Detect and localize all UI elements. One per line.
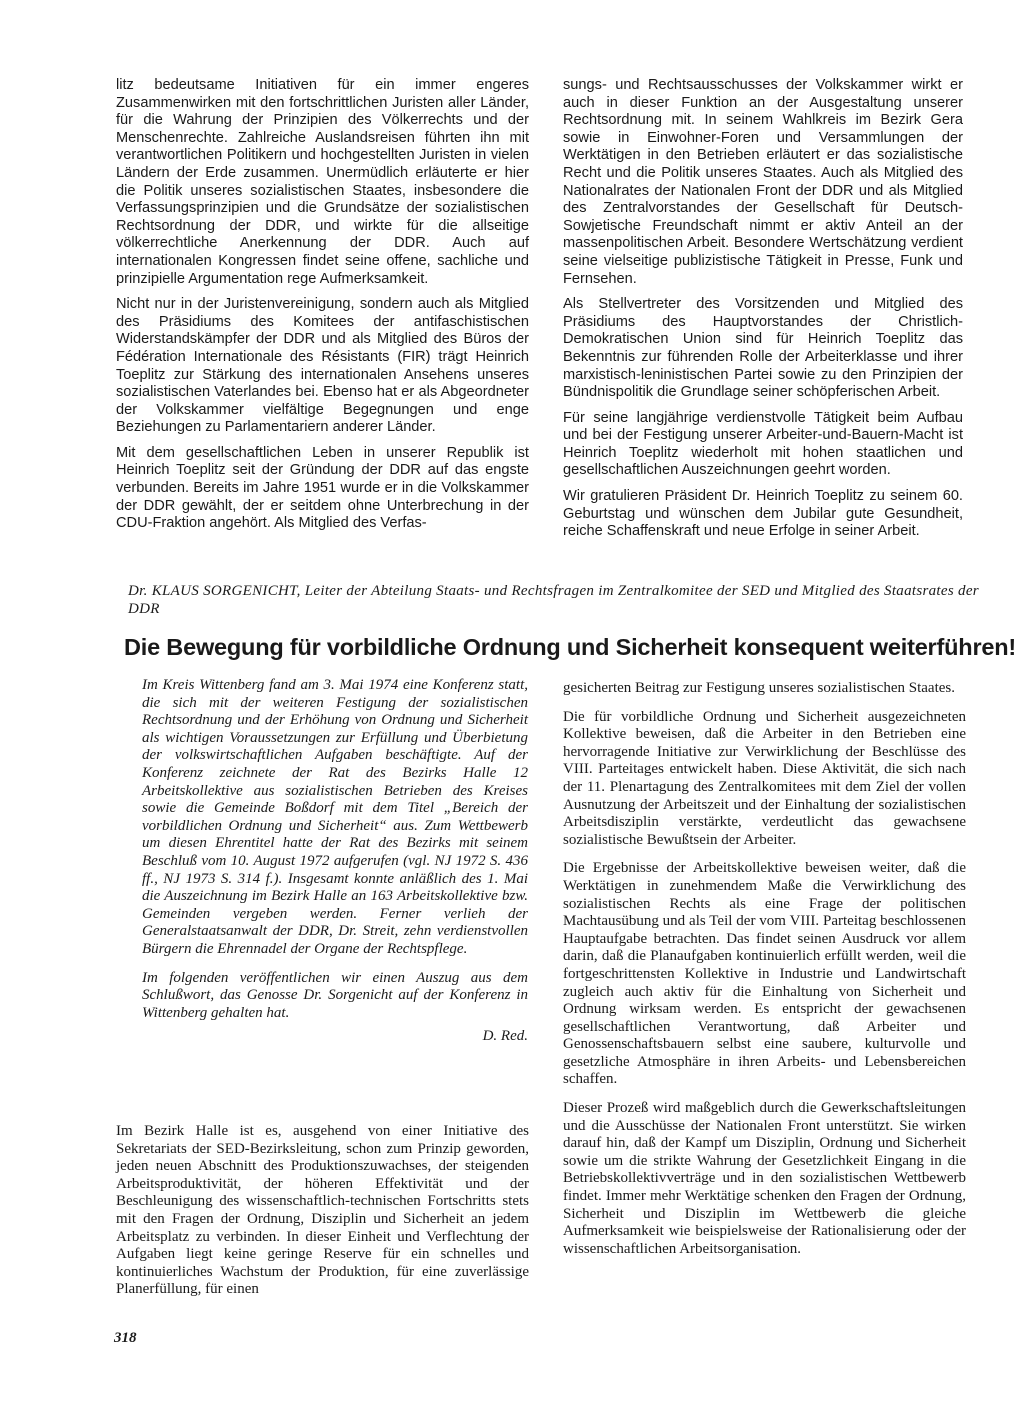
paragraph: gesicherten Beitrag zur Festigung unseres sozialistischen Staates. [563, 680, 955, 696]
paragraph: Nicht nur in der Juristenvereinigung, sondern auch als Mitglied des Präsidiums des Komitees der antifaschistischen Widerstandskämpfer der DDR und als Mitglied des Büros der Fédération Internationale des Résistants (FIR) trägt Heinrich Toeplitz zur Stärkung des internationalen Ansehens unseres sozialistischen Vaterlandes bei. Ebenso hat er als Abgeordneter der Volkskammer vielfältige Begegnungen und enge Beziehungen zu Parlamentariern anderer Länder. [116, 296, 529, 436]
author-byline: Dr. KLAUS SORGENICHT, Leiter der Abteilung Staats- und Rechtsfragen im Zentralkomitee der SED und Mitglied des Staatsrates der DDR [128, 583, 979, 617]
intro-paragraph: Im Kreis Wittenberg fand am 3. Mai 1974 eine Konferenz statt, die sich mit der weiteren Festigung der sozialistischen Rechtsordnung und der Erhöhung von Ordnung und Sicherheit als wichtigen Voraussetzungen zur Erfüllung und Überbietung der volkswirtschaftlichen Aufgaben beschäftigte. Auf der Konferenz zeichnete der Rat des Bezirks Halle 12 Arbeitskollektive aus sozialistischen Betrieben des Kreises sowie die Gemeinde Boßdorf mit dem Titel „Bereich der vorbildlichen Ordnung und Sicherheit“ aus. Zum Wettbewerb um diesen Ehrentitel hatte der Rat des Bezirks mit seinem Beschluß vom 10. August 1972 aufgerufen (vgl. NJ 1972 S. 436 ff., NJ 1973 S. 314 f.). Insgesamt konnte anläßlich des 1. Mai die Auszeichnung im Bezirk Halle an 163 Arbeitskollektive bzw. Gemeinden vergeben werden. Ferner verlieh der Generalstaatsanwalt der DDR, Dr. Streit, zehn verdienstvollen Bürgern die Ehrennadel der Organe der Rechtspflege. [142, 677, 528, 957]
paragraph: Als Stellvertreter des Vorsitzenden und Mitglied des Präsidiums des Hauptvorstandes der Christlich-Demokratischen Union sind für Heinrich Toeplitz das Bekenntnis zur führenden Rolle der Arbeiterklasse und ihrer marxistisch-leninistischen Partei sowie zu den Prinzipien der Bündnispolitik die Grundlage seiner schöpferischen Arbeit. [563, 296, 963, 401]
intro-paragraph: Im folgenden veröffentlichen wir einen Auszug aus dem Schlußwort, das Genosse Dr. Sorgenicht auf der Konferenz in Wittenberg gehalten hat. [142, 969, 528, 1021]
page-number: 318 [114, 1330, 137, 1346]
paragraph: litz bedeutsame Initiativen für ein immer engeres Zusammenwirken mit den fortschrittlichen Juristen aller Länder, für die Wahrung der Prinzipien des Völkerrechts und der Menschenrechte. Zahlreiche Auslandsreisen führten ihn mit verantwortlichen Politikern und hochgestellten Juristen in vielen Ländern der Erde zusammen. Unermüdlich erläuterte er hier die Politik unseres sozialistischen Staates, insbesondere die Verfassungsprinzipien und die Grundsätze der sozialistischen Rechtsordnung der DDR, und wirkte für die allseitige völkerrechtliche Anerkennung der DDR. Auch auf internationalen Kongressen findet seine offene, sachliche und prinzipielle Argumentation rege Aufmerksamkeit. [116, 77, 529, 287]
body-left-column [116, 1123, 529, 1299]
paragraph: Die Ergebnisse der Arbeitskollektive beweisen weiter, daß die Werktätigen in zunehmendem Maße die Verwirklichung des sozialistischen Rechts als eine Frage der politischen Machtausübung und als Teil der vom VIII. Parteitag beschlossenen Hauptaufgabe betrachten. Das findet seinen Ausdruck vor allem darin, daß die Planaufgaben kontinuierlich erfüllt werden, weil die fortgeschrittensten Kollektive in Industrie und Landwirtschaft zugleich auch aktiv für die Einhaltung von Sicherheit und Ordnung wirksam werden. Es entspricht der gewachsenen gesellschaftlichen Verantwortung, daß Arbeiter und Genossenschaftsbauern selbst eine saubere, kulturvolle und gesetzliche Atmosphäre in ihren Arbeits- und Lebensbereichen schaffen. [563, 860, 966, 1088]
body-right-column [563, 680, 966, 1258]
paragraph: Mit dem gesellschaftlichen Leben in unserer Republik ist Heinrich Toeplitz seit der Gründung der DDR auf das engste verbunden. Bereits im Jahre 1951 wurde er in die Volkskammer der DDR gewählt, der er seitdem ohne Unterbrechung in der CDU-Fraktion angehört. Als Mitglied des Verfas- [116, 444, 529, 532]
top-left-column [116, 77, 529, 533]
article-intro [142, 677, 528, 1046]
article-headline: Die Bewegung für vorbildliche Ordnung und Sicherheit konsequent weiterführen! [124, 634, 1017, 660]
editorial-signature: D. Red. [482, 1028, 528, 1045]
paragraph: Die für vorbildliche Ordnung und Sicherheit ausgezeichneten Kollektive beweisen, daß die Arbeiter in den Betrieben eine hervorragende Initiative zur Verwirklichung der Beschlüsse des VIII. Parteitages entwickelt haben. Diese Aktivität, die sich nach der 11. Plenartagung des Zentralkomitees mit dem Ziel der vollen Ausnutzung der Arbeitszeit und der Einhaltung der sozialistischen Arbeitsdisziplin verstärkte, verdeutlicht das gewachsene sozialistische Bewußtsein der Arbeiter. [563, 708, 966, 848]
paragraph: Wir gratulieren Präsident Dr. Heinrich Toeplitz zu seinem 60. Geburtstag und wünschen dem Jubilar gute Gesundheit, reiche Schaffenskraft und neue Erfolge in seiner Arbeit. [563, 488, 963, 540]
paragraph: Dieser Prozeß wird maßgeblich durch die Gewerkschaftsleitungen und die Ausschüsse der Nationalen Front unterstützt. Sie wirken darauf hin, daß der Kampf um Disziplin, Ordnung und Sicherheit sowie um die strikte Wahrung der Gesetzlichkeit Eingang in die Betriebskollektivverträge und in den sozialistischen Wettbewerb findet. Immer mehr Werktätige schenken den Fragen der Ordnung, Sicherheit und Disziplin im Wettbewerb die gleiche Aufmerksamkeit wie beispielsweise der Rationalisierung oder der wissenschaftlichen Arbeitsorganisation. [563, 1100, 966, 1257]
paragraph: sungs- und Rechtsausschusses der Volkskammer wirkt er auch in dieser Funktion an der Ausgestaltung unserer Rechtsordnung mit. In seinem Wahlkreis im Bezirk Gera sowie in Einwohner-Foren und Versammlungen der Werktätigen in den Betrieben erläutert er das sozialistische Recht und die Politik unseres Staates. Auch als Mitglied des Nationalrates der Nationalen Front der DDR und als Mitglied des Zentralvorstandes der Gesellschaft für Deutsch-Sowjetische Freundschaft nimmt er aktiv Anteil an der massenpolitischen Arbeit. Besondere Wertschätzung verdient seine vielseitige publizistische Tätigkeit in Presse, Funk und Fernsehen. [563, 77, 963, 287]
paragraph: Im Bezirk Halle ist es, ausgehend von einer Initiative des Sekretariats der SED-Bezirksleitung, schon zum Prinzip geworden, jeden neuen Abschnitt des Produktionszuwachses, der steigenden Arbeitsproduktivität, der höheren Effektivität und der Beschleunigung des wissenschaftlich-technischen Fortschritts stets mit den Fragen der Ordnung, Disziplin und Sicherheit an jedem Arbeitsplatz zu verbinden. In dieser Einheit und Verflechtung der Aufgaben liegt keine geringe Reserve für ein schnelles und kontinuierliches Wachstum der Produktion, für eine zuverlässige Planerfüllung, für einen [116, 1123, 529, 1298]
top-right-column [563, 77, 963, 541]
paragraph: Für seine langjährige verdienstvolle Tätigkeit beim Aufbau und bei der Festigung unserer Arbeiter-und-Bauern-Macht ist Heinrich Toeplitz wiederholt mit hohen staatlichen und gesellschaftlichen Auszeichnungen geehrt worden. [563, 409, 963, 479]
